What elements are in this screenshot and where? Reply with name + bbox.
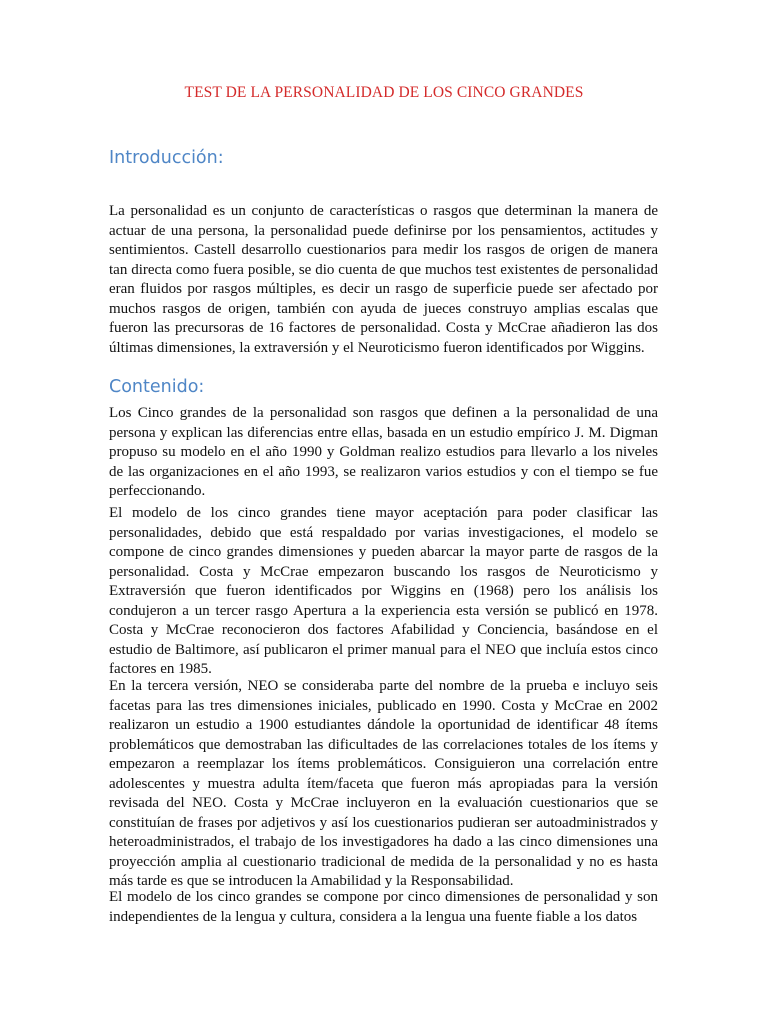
paragraph-contenido-4: El modelo de los cinco grandes se compone por cinco dimensiones de personalidad y son independientes de la lengua y cultura, considera a la lengua una fuente fiable a los datos — [109, 889, 658, 925]
paragraph-contenido-3: En la tercera versión, NEO se consideraba parte del nombre de la prueba e incluyo seis facetas para las tres dimensiones iniciales, publicado en 1990. Costa y McCrae en 2002 realizaron un estudio a 1900 estudiantes dándole la oportunidad de identificar 48 ítems problemáticos que demostraban las dificultades de las correlaciones totales de los ítems y empezaron a reemplazar los ítems problemáticos. Consiguieron una correlación entre adolescentes y muestra adulta ítem/faceta que fueron más apropiadas para la versión revisada del NEO. Costa y McCrae incluyeron en la evaluación cuestionarios que se constituían de frases por adjetivos y así los cuestionarios pudieran ser autoadministrados y heteroadministrados, el trabajo de los investigadores ha dado a las cinco dimensiones una proyección amplia al cuestionario tradicional de medida de la personalidad y no es hasta más tarde es que se introducen la Amabilidad y la Responsabilidad. — [109, 678, 658, 889]
paragraph-contenido-2: El modelo de los cinco grandes tiene mayor aceptación para poder clasificar las personalidades, debido que está respaldado por varias investigaciones, el modelo se compone de cinco grandes dimensiones y pueden abarcar la mayor parte de rasgos de la personalidad. Costa y McCrae empezaron buscando los rasgos de Neuroticismo y Extraversión que fueron identificados por Wiggins en (1968) pero los análisis los condujeron a un tercer rasgo Apertura a la experiencia esta versión se publicó en 1978. Costa y McCrae reconocieron dos factores Afabilidad y Conciencia, basándose en el estudio de Baltimore, así publicaron el primer manual para el NEO que incluía estos cinco factores en 1985. — [109, 505, 658, 677]
section-heading-contenido: Contenido: — [109, 377, 205, 397]
document-title: TEST DE LA PERSONALIDAD DE LOS CINCO GRANDES — [184, 84, 584, 101]
section-heading-introduccion: Introducción: — [109, 148, 224, 168]
paragraph-introduccion-1: La personalidad es un conjunto de características o rasgos que determinan la manera de actuar de una persona, la personalidad puede definirse por los pensamientos, actitudes y sentimientos. Castell desarrollo cuestionarios para medir los rasgos de origen de manera tan directa como fuera posible, se dio cuenta de que muchos test existentes de personalidad eran fluidos por rasgos múltiples, es decir un rasgo de superficie puede ser afectado por muchos rasgos de origen, también con ayuda de jueces construyo amplias escalas que fueron las precursoras de 16 factores de personalidad. Costa y McCrae añadieron las dos últimas dimensiones, la extraversión y el Neuroticismo fueron identificados por Wiggins. — [109, 203, 658, 356]
paragraph-contenido-1: Los Cinco grandes de la personalidad son rasgos que definen a la personalidad de una persona y explican las diferencias entre ellas, basada en un estudio empírico J. M. Digman propuso su modelo en el año 1990 y Goldman realizo estudios para llevarlo a los niveles de las organizaciones en el año 1993, se realizaron varios estudios y con el tiempo se fue perfeccionando. — [109, 405, 658, 499]
